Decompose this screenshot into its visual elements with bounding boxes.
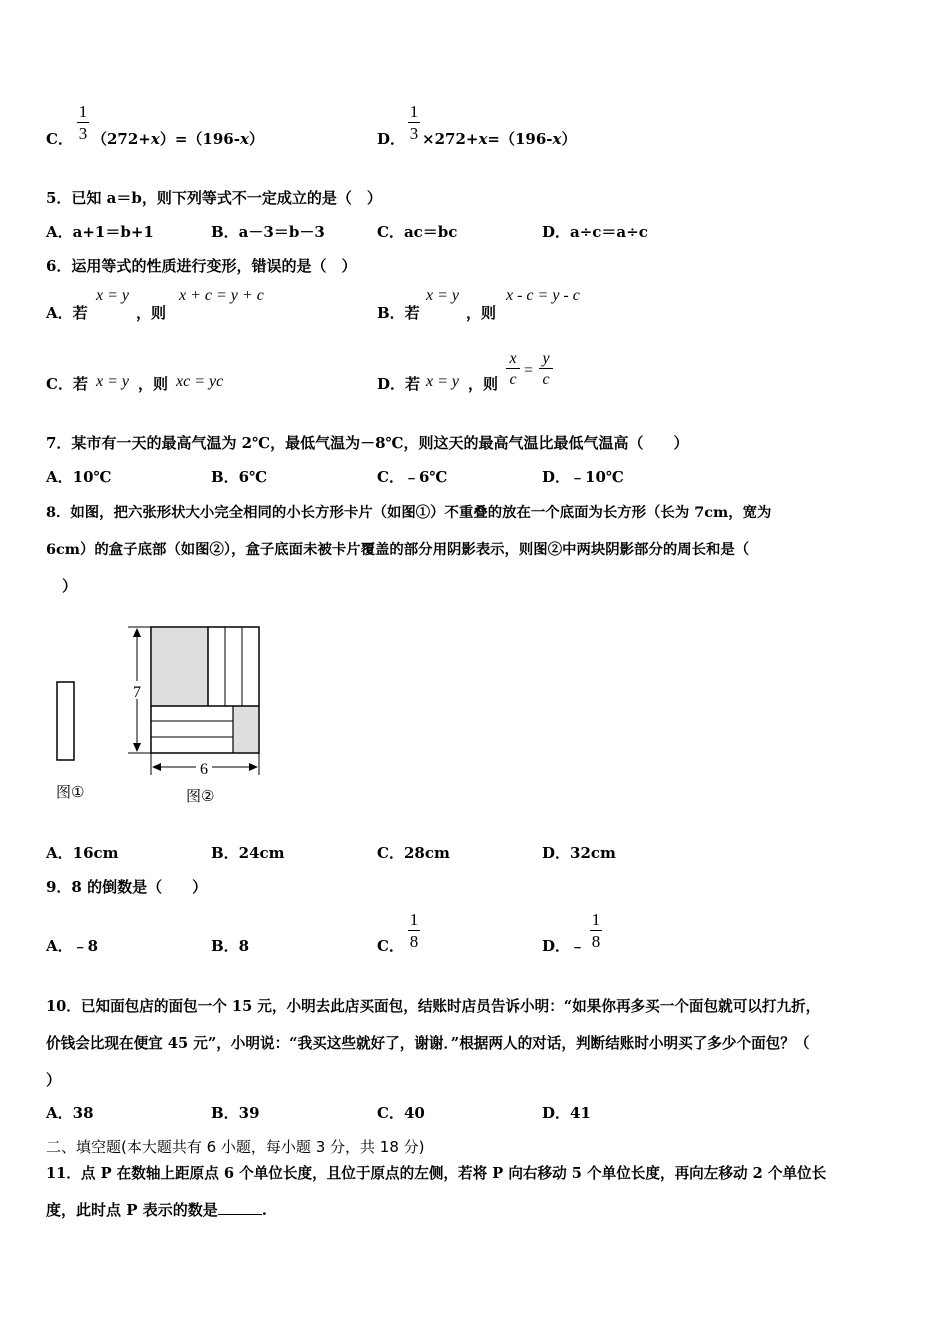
q6-option-d-label: D．若 (377, 375, 421, 393)
q9-option-d-fraction: 1 8 (591, 910, 601, 951)
q4-option-d-expression: ×272+x=（196-x） (422, 130, 577, 148)
q10-stem-line2: 价钱会比现在便宜 45 元”，小明说：“我买这些就好了，谢谢．”根据两人的对话，判断结账时小明买了多少个面包？（ (46, 1035, 810, 1052)
q8-stem-line2: 6cm）的盒子底部（如图②），盒子底面未被卡片覆盖的部分用阴影表示，则图②中两块阴影部分的周长和是（ (46, 541, 750, 558)
q4-option-c-label: C． (46, 130, 73, 148)
q5-option-d: D．a÷c＝a÷c (542, 223, 648, 241)
q10-option-a: A．38 (46, 1104, 94, 1122)
q6-option-b-condition: x = y (426, 287, 459, 304)
q7-option-d: D．﹣10℃ (542, 468, 624, 486)
q6-option-c-result: xc = yc (176, 373, 224, 390)
q7-option-b: B．6℃ (211, 468, 268, 486)
q7-stem: 7．某市有一天的最高气温为 2℃，最低气温为－8℃，则这天的最高气温比最低气温高（ ） (46, 434, 689, 452)
q10-stem-line1: 10．已知面包店的面包一个 15 元，小明去此店买面包，结账时店员告诉小明：“如果你再多买一个面包就可以打九折， (46, 998, 821, 1015)
q11-stem-line1: 11．点 P 在数轴上距原点 6 个单位长度，且位于原点的左侧，若将 P 向右移动 5 个单位长度，再向左移动 2 个单位长 (46, 1165, 827, 1182)
fig2-shaded-bottom-right (233, 706, 258, 752)
q5-option-a: A．a+1＝b+1 (46, 223, 154, 241)
q7-option-c: C．﹣6℃ (377, 468, 448, 486)
q9-option-b: B．8 (211, 937, 250, 955)
fig2-label: 图② (186, 787, 215, 805)
fig2-shaded-top-left (152, 628, 208, 706)
q6-option-c-label: C．若 (46, 375, 88, 393)
q5-option-b: B．a－3＝b－3 (211, 223, 325, 241)
q9-option-c-label: C． (377, 937, 404, 955)
q10-option-c: C．40 (377, 1104, 425, 1122)
q6-option-b-result: x - c = y - c (506, 287, 580, 304)
q6-option-a-result: x + c = y + c (179, 287, 264, 304)
q4-option-d-label: D． (377, 130, 406, 148)
q6-option-b-then: ，则 (466, 304, 497, 322)
fig2-width-label: 6 (200, 761, 208, 778)
q5-option-c: C．ac＝bc (377, 223, 458, 241)
q8-option-d: D．32cm (542, 844, 616, 862)
q4-option-c-fraction: 1 3 (78, 102, 88, 143)
q6-option-d-equals: = (524, 362, 534, 379)
q5-stem: 5．已知 a＝b，则下列等式不一定成立的是（ ） (46, 189, 382, 207)
q9-stem: 9．8 的倒数是（ ） (46, 878, 208, 896)
q10-option-d: D．41 (542, 1104, 591, 1122)
q6-option-a-label: A．若 (46, 304, 88, 322)
q6-stem: 6．运用等式的性质进行变形，错误的是（ ） (46, 257, 357, 275)
q6-option-b-label: B．若 (377, 304, 420, 322)
q11-answer-blank[interactable] (218, 1200, 262, 1215)
fig1-label: 图① (56, 783, 85, 801)
q8-option-b: B．24cm (211, 844, 285, 862)
q8-stem-line3: ） (62, 577, 78, 595)
q4-option-d-fraction: 1 3 (409, 102, 419, 143)
q8-option-c: C．28cm (377, 844, 450, 862)
q6-option-a-then: ，则 (136, 304, 167, 322)
q11-stem-line2: 度，此时点 P 表示的数是 . (46, 1201, 267, 1219)
section-2-title: 二、填空题(本大题共有 6 小题，每小题 3 分，共 18 分) (46, 1138, 425, 1156)
q9-option-c-fraction: 1 8 (409, 910, 419, 951)
q8-figure (40, 615, 280, 815)
q7-option-a: A．10℃ (46, 468, 112, 486)
q6-option-c-condition: x = y (96, 373, 129, 390)
fig2-height-label: 7 (133, 684, 141, 701)
q4-option-c-expression: （272+x）=（196-x） (92, 130, 264, 148)
q10-option-b: B．39 (211, 1104, 260, 1122)
q8-option-a: A．16cm (46, 844, 119, 862)
q6-option-d-fraction-right: y c (539, 350, 553, 388)
q6-option-d-condition: x = y (426, 373, 459, 390)
q6-option-d-fraction-left: x c (506, 350, 520, 388)
q9-option-a: A．﹣8 (46, 937, 99, 955)
fig1-card (57, 682, 74, 760)
q6-option-c-then: ，则 (138, 375, 169, 393)
q8-stem-line1: 8．如图，把六张形状大小完全相同的小长方形卡片（如图①）不重叠的放在一个底面为长方形（长为 7cm，宽为 (46, 504, 772, 521)
q9-option-d-label: D．﹣ (542, 937, 586, 955)
q6-option-d-then: ，则 (468, 375, 499, 393)
q6-option-a-condition: x = y (96, 287, 129, 304)
q10-stem-line3: ） (46, 1071, 62, 1089)
